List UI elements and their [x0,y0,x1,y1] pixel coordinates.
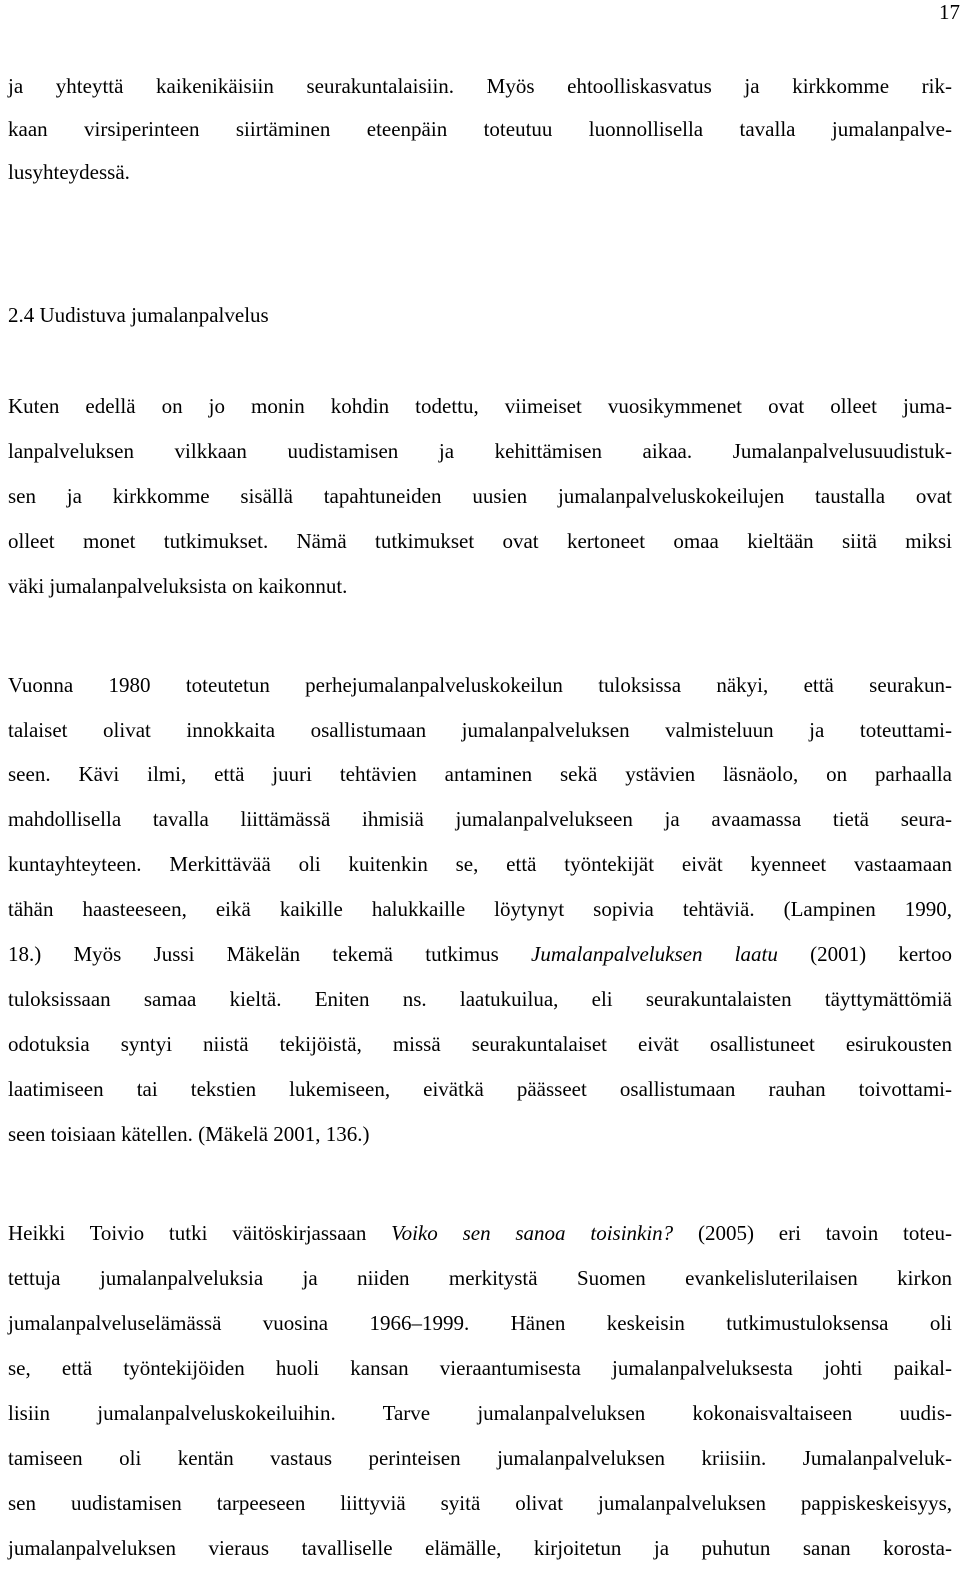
text-line: jumalanpalveluselämässä vuosina 1966–1999. Hänen keskeisin tutkimustuloksensa oli [8,1311,952,1335]
text-line-with-italic-title [8,935,952,973]
italic-work-title: Jumalanpalveluksen laatu [531,942,778,966]
text-line: sen uudistamisen tarpeeseen liittyviä syitä olivat jumalanpalveluksen pappiskeskeisyys, [8,1491,952,1515]
text-line: tähän haasteeseen, eikä kaikille halukkaille löytynyt sopivia tehtäviä. (Lampinen 1990, [8,897,952,921]
text-segment: Heikki Toivio tutki väitöskirjassaan [8,1221,392,1245]
italic-work-title: Voiko sen sanoa toisinkin? [391,1221,674,1245]
text-line: seen. Kävi ilmi, että juuri tehtävien antaminen sekä ystävien läsnäolo, on parhaalla [8,762,952,786]
text-line: jumalanpalveluksen vieraus tavalliselle elämälle, kirjoitetun ja puhutun sanan korosta- [8,1536,952,1560]
text-line: seen toisiaan kätellen. (Mäkelä 2001, 136.) [8,1122,370,1146]
text-line: lanpalveluksen vilkkaan uudistamisen ja kehittämisen aikaa. Jumalanpalvelusuudistuk- [8,439,952,463]
text-line: laatimiseen tai tekstien lukemiseen, eivätkä päässeet osallistumaan rauhan toivottami- [8,1077,952,1101]
text-line: Vuonna 1980 toteutetun perhejumalanpalveluskokeilun tuloksissa näkyi, että seurakun- [8,673,952,697]
text-segment: (2001) kertoo [777,942,952,966]
text-line: väki jumalanpalveluksista on kaikonnut. [8,574,348,598]
text-line-with-italic-title [8,1214,952,1252]
text-line: talaiset olivat innokkaita osallistumaan jumalanpalveluksen valmisteluun ja toteuttami- [8,718,952,742]
section-heading: 2.4 Uudistuva jumalanpalvelus [8,303,269,327]
text-line: mahdollisella tavalla liittämässä ihmisiä jumalanpalvelukseen ja avaamassa tietä seura- [8,807,952,831]
text-line: sen ja kirkkomme sisällä tapahtuneiden uusien jumalanpalveluskokeilujen taustalla ovat [8,484,952,508]
text-segment: 18.) Myös Jussi Mäkelän tekemä tutkimus [8,942,531,966]
text-line: kuntayhteyteen. Merkittävää oli kuitenkin se, että työntekijät eivät kyenneet vastaamaan [8,852,952,876]
text-line: ja yhteyttä kaikenikäisiin seurakuntalaisiin. Myös ehtoolliskasvatus ja kirkkomme rik- [8,74,952,98]
text-line: tamiseen oli kentän vastaus perinteisen jumalanpalveluksen kriisiin. Jumalanpalveluk- [8,1446,952,1470]
text-line: odotuksia syntyi niistä tekijöistä, missä seurakuntalaiset eivät osallistuneet esirukousten [8,1032,952,1056]
text-line: lusyhteydessä. [8,160,130,184]
text-line: olleet monet tutkimukset. Nämä tutkimukset ovat kertoneet omaa kieltään siitä miksi [8,529,952,553]
text-line: lisiin jumalanpalveluskokeiluihin. Tarve jumalanpalveluksen kokonaisvaltaiseen uudis- [8,1401,952,1425]
text-line: tuloksissaan samaa kieltä. Eniten ns. laatukuilua, eli seurakuntalaisten täyttymättömiä [8,987,952,1011]
text-line: Kuten edellä on jo monin kohdin todettu, viimeiset vuosikymmenet ovat olleet juma- [8,394,952,418]
page-number: 17 [939,0,960,24]
text-line: se, että työntekijöiden huoli kansan vieraantumisesta jumalanpalveluksesta johti paikal- [8,1356,952,1380]
text-line: kaan virsiperinteen siirtäminen eteenpäin toteutuu luonnollisella tavalla jumalanpalve- [8,117,952,141]
text-segment: (2005) eri tavoin toteu- [673,1221,952,1245]
text-line: tettuja jumalanpalveluksia ja niiden merkitystä Suomen evankelisluterilaisen kirkon [8,1266,952,1290]
